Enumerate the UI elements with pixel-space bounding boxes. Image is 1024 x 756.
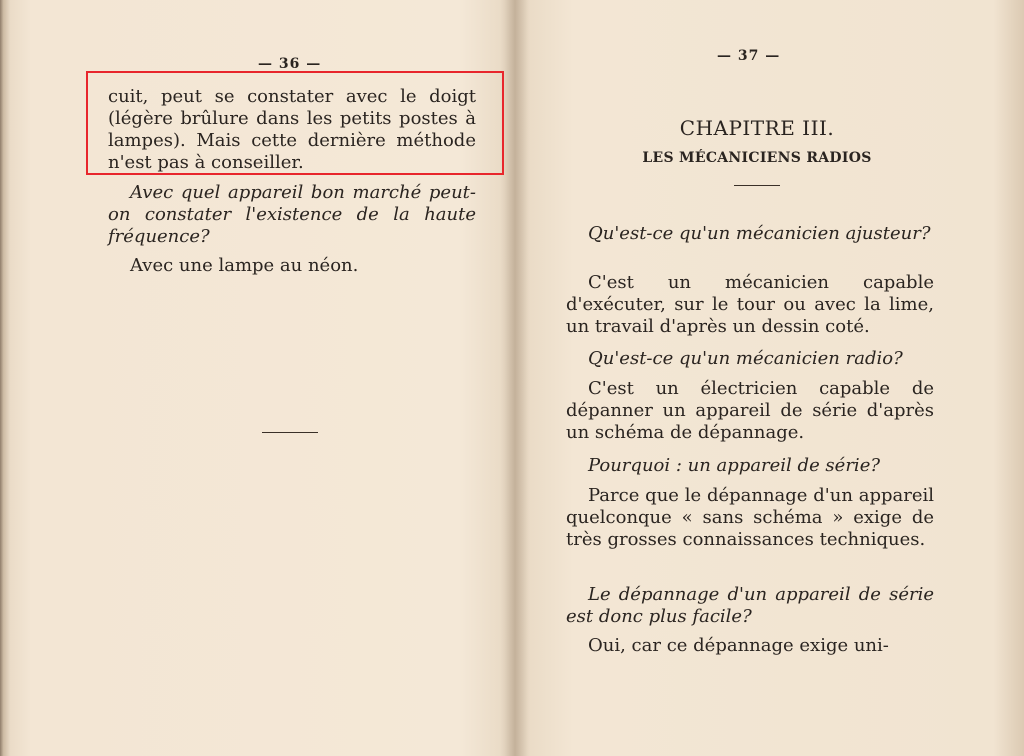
chapter-title: CHAPITRE III.: [679, 116, 835, 140]
answer-text: C'est un mécanicien capable d'exécuter, sur le tour ou avec la lime, un travail d'après un dessin coté.: [566, 272, 934, 337]
highlighted-paragraph: cuit, peut se constater avec le doigt (légère brûlure dans les petits postes à lampes). Mais cette dernière méthode n'est pas à conseiller.: [108, 86, 476, 173]
right-page: [512, 0, 1024, 756]
end-rule: [262, 432, 318, 433]
highlight-box: [86, 71, 504, 175]
question-text: Le dépannage d'un appareil de série est donc plus facile?: [566, 584, 934, 627]
answer-text: Oui, car ce dépannage exige uni-: [588, 635, 889, 656]
answer-text: C'est un électricien capable de dépanner un appareil de série d'après un schéma de dépannage.: [566, 378, 934, 443]
question-text: Qu'est-ce qu'un mécanicien ajusteur?: [588, 223, 931, 244]
question-text: Avec quel appareil bon marché peut-on constater l'existence de la haute fréquence?: [108, 182, 476, 247]
chapter-subtitle: LES MÉCANICIENS RADIOS: [642, 150, 872, 166]
answer-text: Avec une lampe au néon.: [130, 255, 359, 276]
page-number-left: — 36 —: [258, 56, 322, 72]
question-text: Pourquoi : un appareil de série?: [588, 455, 880, 476]
chapter-rule: [734, 185, 780, 186]
answer-text: Parce que le dépannage d'un appareil quelconque « sans schéma » exige de très grosses connaissances techniques.: [566, 485, 934, 550]
question-text: Qu'est-ce qu'un mécanicien radio?: [588, 348, 903, 369]
page-number-right: — 37 —: [717, 48, 781, 64]
